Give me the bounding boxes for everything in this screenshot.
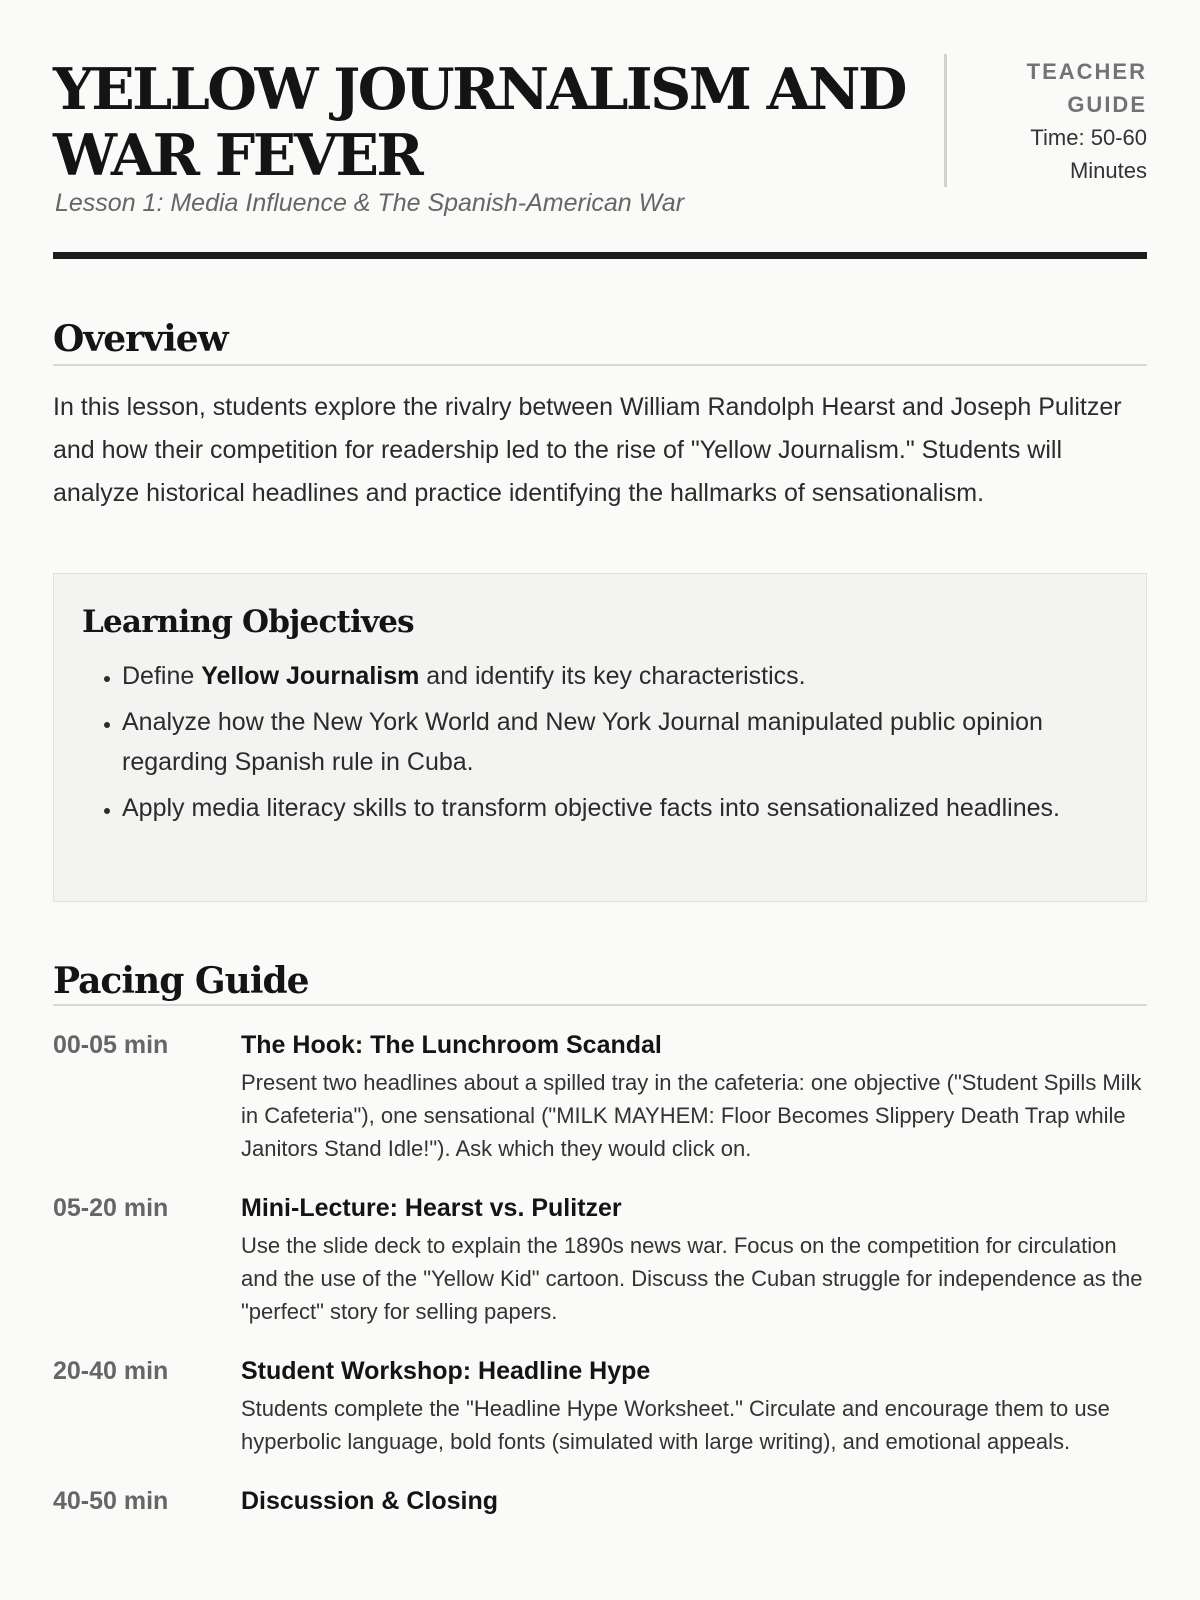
pacing-activity-title: Discussion & Closing [241, 1487, 498, 1515]
teacher-guide-label-line-2: GUIDE [1067, 92, 1147, 117]
pacing-row [53, 1484, 1147, 1518]
pacing-activity-description: Use the slide deck to explain the 1890s news war. Focus on the competition for circulation and the use of the "Yellow Kid" cartoon. Discuss the Cuban struggle for independence as the "perfect" story for selling papers. [241, 1233, 1143, 1324]
lesson-subtitle: Lesson 1: Media Influence & The Spanish-American War [55, 189, 685, 217]
lesson-title-line-2: WAR FEVER [53, 122, 422, 189]
pacing-activity-description: Present two headlines about a spilled tray in the cafeteria: one objective ("Student Spills Milk in Cafeteria"), one sensational ("MILK MAYHEM: Floor Becomes Slippery Death Trap while Janitors Stand Idle!"). Ask which they would click on. [241, 1070, 1142, 1161]
pacing-row [53, 1191, 1147, 1328]
pacing-activity-title: The Hook: The Lunchroom Scandal [241, 1031, 662, 1059]
pacing-body [241, 1028, 1147, 1165]
objective-text: and identify its key characteristics. [419, 662, 806, 690]
pacing-list [53, 1028, 1147, 1518]
pacing-time: 00-05 min [53, 1031, 169, 1059]
pacing-time: 05-20 min [53, 1194, 169, 1222]
teacher-guide-label-line-1: TEACHER [1026, 59, 1147, 84]
pacing-time: 40-50 min [53, 1487, 169, 1515]
pacing-activity-title: Mini-Lecture: Hearst vs. Pulitzer [241, 1194, 622, 1222]
overview-heading: Overview [53, 318, 1147, 366]
pacing-row [53, 1354, 1147, 1458]
pacing-row [53, 1028, 1147, 1165]
learning-objectives-box [53, 573, 1147, 902]
pacing-activity-description: Students complete the "Headline Hype Worksheet." Circulate and encourage them to use hyperbolic language, bold fonts (simulated with large writing), and emotional appeals. [241, 1396, 1110, 1454]
learning-objectives-heading: Learning Objectives [82, 604, 414, 640]
objective-item: • Apply media literacy skills to transform objective facts into sensationalized headlines. [122, 788, 1118, 828]
pacing-guide-heading: Pacing Guide [53, 960, 1147, 1006]
header-vertical-divider [944, 54, 947, 187]
objective-key-term: Yellow Journalism [201, 662, 420, 690]
teacher-guide-label [967, 55, 1147, 121]
overview-text: In this lesson, students explore the rivalry between William Randolph Hearst and Joseph Pulitzer and how their competition for readership led to the rise of "Yellow Journalism." Students will analyze historical headlines and practice identifying the hallmarks of sensationalism. [53, 393, 1122, 507]
lesson-duration-line-2: Minutes [1069, 158, 1147, 183]
lesson-duration-line-1: Time: 50-60 [1030, 125, 1147, 150]
lesson-title [53, 57, 913, 189]
pacing-body [241, 1191, 1147, 1328]
guide-header [53, 0, 1147, 263]
objective-text: Define [122, 662, 202, 690]
lesson-duration [967, 121, 1147, 187]
header-rule [53, 252, 1147, 259]
pacing-activity-title: Student Workshop: Headline Hype [241, 1357, 651, 1385]
pacing-body [241, 1354, 1147, 1458]
lesson-title-line-1: YELLOW JOURNALISM AND [53, 56, 905, 123]
pacing-guide-section [53, 960, 1147, 1518]
overview-section [53, 318, 1147, 515]
pacing-time: 20-40 min [53, 1357, 169, 1385]
guide-meta [967, 55, 1147, 187]
learning-objectives-list [82, 656, 1118, 828]
pacing-body [241, 1484, 1147, 1518]
objective-item [122, 656, 1118, 696]
objective-item: • Analyze how the New York World and New York Journal manipulated public opinion regarding Spanish rule in Cuba. [122, 702, 1118, 782]
